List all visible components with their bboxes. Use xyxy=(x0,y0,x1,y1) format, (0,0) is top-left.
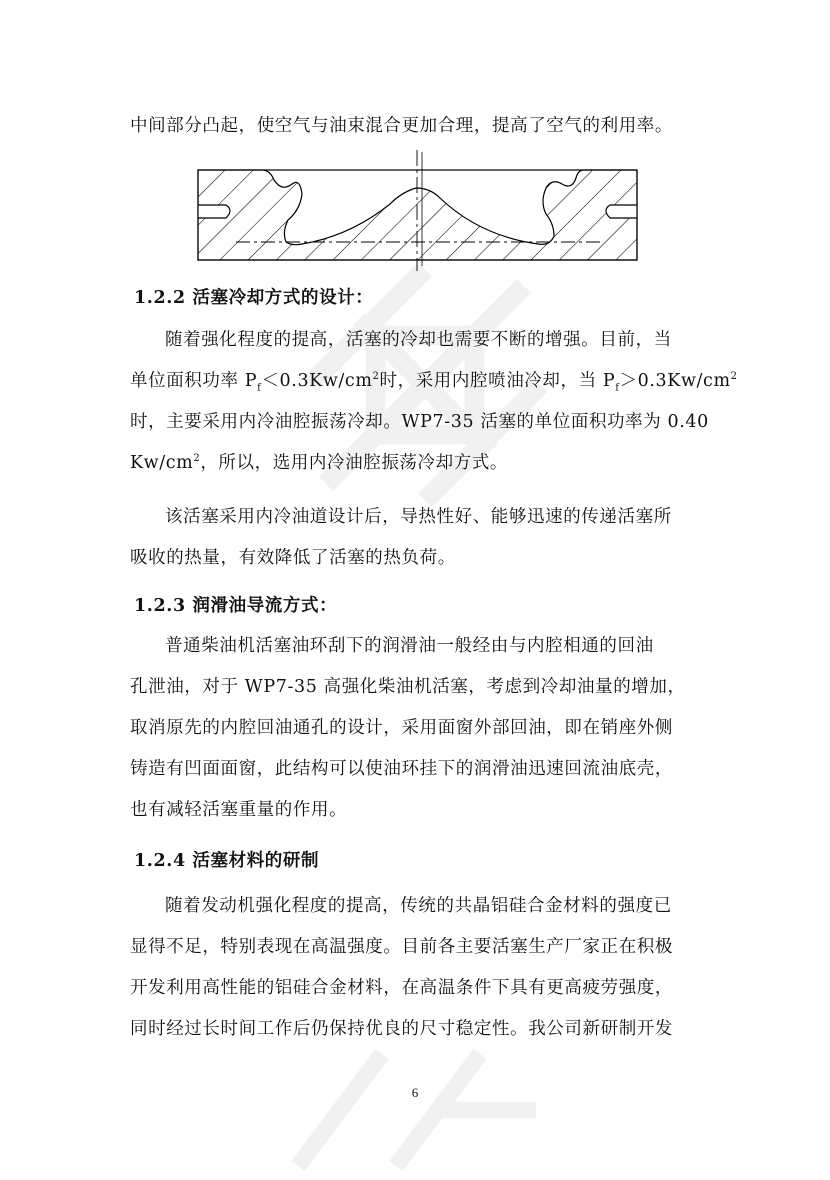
watermark-mark-icon xyxy=(270,1040,550,1180)
paragraph-lubrication: 普通柴油机活塞油环刮下的润滑油一般经由与内腔相通的回油 孔泄油，对于 WP7-35 高强化柴油机活塞，考虑到冷却油量的增加， 取消原先的内腔回油通孔的设计，采用面窗外部回油，即在销座外侧 铸造有凹面面窗，此结构可以使油环挂下的润滑油迅速回流油底壳， 也有减轻活塞重量的作用。 xyxy=(130,636,686,820)
piston-body-section xyxy=(198,170,637,260)
section-heading-1-2-2: 1.2.2 活塞冷却方式的设计： xyxy=(134,288,374,308)
paragraph-cooling-1: 随着强化程度的提高，活塞的冷却也需要不断的增强。目前，当 单位面积功率 $P_f<0.3Kw/cm^2$时，采用内腔喷油冷却，当 $P_f>0.3Kw/cm^2$ 时，主要采用内冷油腔振荡冷却。WP7-35 活塞的单位面积功率为 0.40 $Kw/cm^2$，所以，选用内冷油腔振荡冷却方式。 xyxy=(130,330,738,473)
piston-cross-section-icon xyxy=(190,148,645,273)
intro-paragraph xyxy=(130,106,710,147)
section-heading-1-2-3: 1.2.3 润滑油导流方式： xyxy=(134,596,338,616)
paragraph-cooling-2: 该活塞采用内冷油道设计后，导热性好、能够迅速的传递活塞所 吸收的热量，有效降低了活塞的热负荷。 xyxy=(130,507,672,568)
intro-line: 中间部分凸起，使空气与油束混合更加合理，提高了空气的利用率。 xyxy=(130,116,673,136)
section-heading-1-2-4: 1.2.4 活塞材料的研制 xyxy=(134,851,320,871)
line-unit-power: 单位面积功率 $P_f<0.3Kw/cm^2$时，采用内腔喷油冷却，当 $P_f>0.3Kw/cm^2$ xyxy=(130,371,738,394)
page-number: 6 xyxy=(411,1085,419,1100)
paragraph-material: 随着发动机强化程度的提高，传统的共晶铝硅合金材料的强度已 显得不足，特别表现在高温强度。目前各主要活塞生产厂家正在积极 开发利用高性能的铝硅合金材料，在高温条件下具有更高疲劳强度， 同时经过长时间工作后仍保持优良的尺寸稳定性。我公司新研制开发 xyxy=(130,896,673,1039)
